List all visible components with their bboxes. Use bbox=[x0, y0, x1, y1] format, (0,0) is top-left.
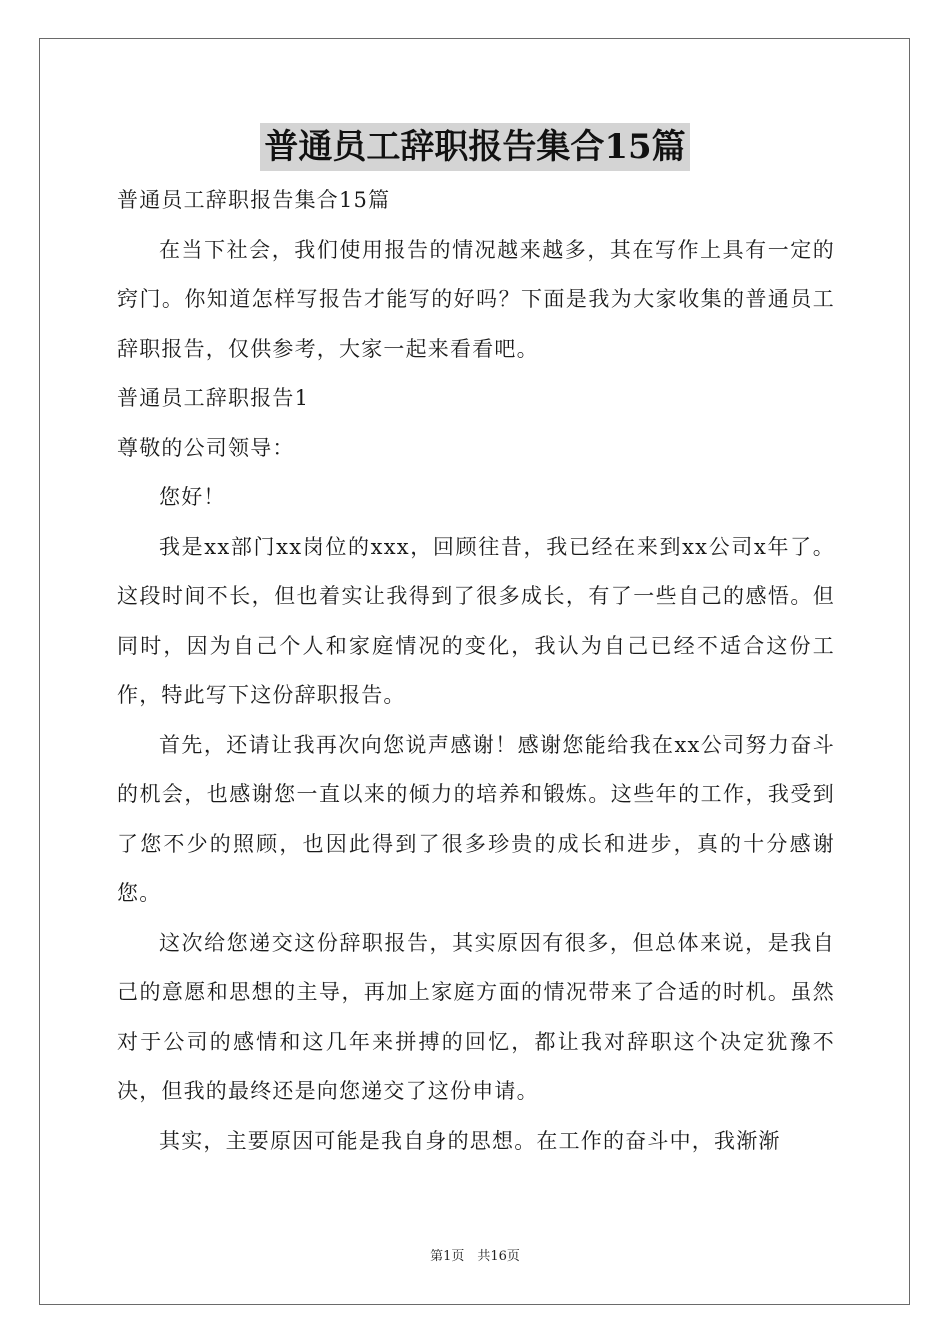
body-paragraph: 我是xx部门xx岗位的xxx，回顾往昔，我已经在来到xx公司x年了。这段时间不长，但也着实让我得到了很多成长，有了一些自己的感悟。但同时，因为自己个人和家庭情况的变化，我认为自己已经不适合这份工作，特此写下这份辞职报告。 bbox=[117, 534, 835, 707]
title-container bbox=[0, 123, 950, 171]
greeting: 您好！ bbox=[159, 485, 226, 509]
page-footer bbox=[0, 1247, 950, 1267]
salutation: 尊敬的公司领导： bbox=[117, 435, 295, 460]
body-paragraph: 其实，主要原因可能是我自身的思想。在工作的奋斗中，我渐渐 bbox=[159, 1128, 781, 1153]
body-paragraph: 这次给您递交这份辞职报告，其实原因有很多，但总体来说，是我自己的意愿和思想的主导，再加上家庭方面的情况带来了合适的时机。虽然对于公司的感情和这几年来拼搏的回忆，都让我对辞职这个决定犹豫不决，但我的最终还是向您递交了这份申请。 bbox=[117, 930, 835, 1103]
intro-paragraph: 在当下社会，我们使用报告的情况越来越多，其在写作上具有一定的窍门。你知道怎样写报告才能写的好吗？下面是我为大家收集的普通员工辞职报告，仅供参考，大家一起来看看吧。 bbox=[117, 237, 835, 361]
document-subtitle: 普通员工辞职报告集合15篇 bbox=[117, 188, 391, 212]
section-heading: 普通员工辞职报告1 bbox=[117, 386, 310, 410]
document-title: 普通员工辞职报告集合15篇 bbox=[260, 123, 689, 171]
body-paragraph: 首先，还请让我再次向您说声感谢！感谢您能给我在xx公司努力奋斗的机会，也感谢您一直以来的倾力的培养和锻炼。这些年的工作，我受到了您不少的照顾，也因此得到了很多珍贵的成长和进步，真的十分感谢您。 bbox=[117, 732, 835, 905]
page-number: 第1页 共16页 bbox=[430, 1249, 520, 1264]
document-body bbox=[117, 176, 835, 1166]
